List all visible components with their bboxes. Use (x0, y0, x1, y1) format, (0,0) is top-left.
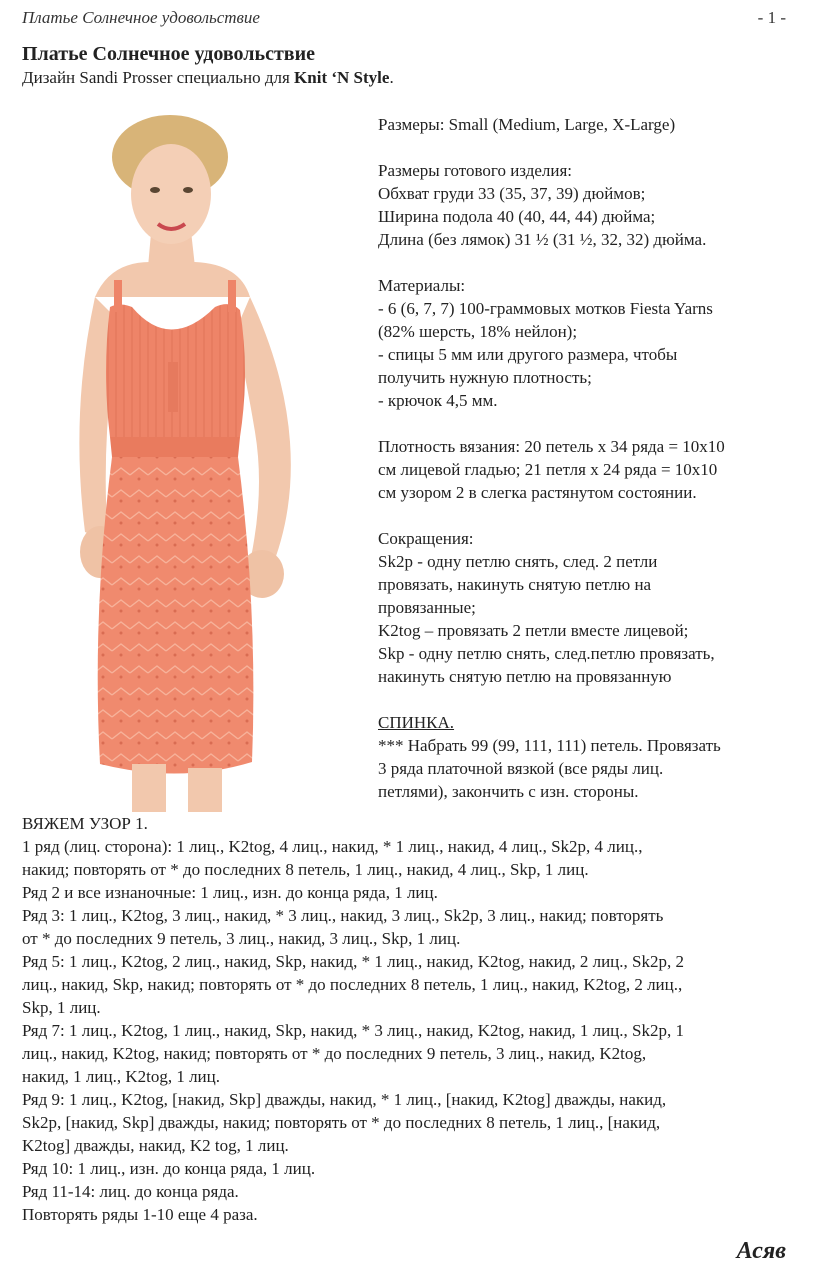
pattern-line: Sk2p, [накид, Skp] дважды, накид; повторять от * до последних 8 петель, 1 лиц., [накид, (22, 1113, 661, 1132)
pattern-line: Ряд 2 и все изнаночные: 1 лиц., изн. до конца ряда, 1 лиц. (22, 883, 438, 902)
pattern-line: K2tog] дважды, накид, K2 tog, 1 лиц. (22, 1136, 289, 1155)
back-line: 3 ряда платочной вязкой (все ряды лиц. (378, 759, 664, 778)
gauge-line: см лицевой гладью; 21 петля х 24 ряда = 10х10 (378, 460, 718, 479)
pattern-line: 1 ряд (лиц. сторона): 1 лиц., K2tog, 4 лиц., накид, * 1 лиц., накид, 4 лиц., Sk2p, 4 лиц., (22, 837, 643, 856)
pattern-line: накид, 1 лиц., K2tog, 1 лиц. (22, 1067, 221, 1086)
gauge-line: Плотность вязания: 20 петель х 34 ряда = 10х10 (378, 437, 725, 456)
subtitle-suffix: . (389, 68, 394, 87)
pattern-line: Ряд 7: 1 лиц., K2tog, 1 лиц., накид, Skp, накид, * 3 лиц., накид, K2tog, накид, 1 лиц., Sk2p, 1 (22, 1021, 684, 1040)
pattern-line: лиц., накид, K2tog, накид; повторять от * до последних 9 петель, 3 лиц., накид, K2tog, (22, 1044, 647, 1063)
materials-line: - 6 (6, 7, 7) 100-граммовых мотков Fiesta Yarns (378, 299, 713, 318)
pattern-line: Ряд 9: 1 лиц., K2tog, [накид, Skp] дважды, накид, * 1 лиц., [накид, K2tog] дважды, накид, (22, 1090, 667, 1109)
pattern-line: Повторять ряды 1-10 еще 4 раза. (22, 1205, 258, 1224)
pattern-line: Ряд 5: 1 лиц., K2tog, 2 лиц., накид, Skp, накид, * 1 лиц., накид, K2tog, накид, 2 лиц., Sk2p, 2 (22, 952, 684, 971)
page-number: - 1 - (757, 8, 786, 27)
subtitle-prefix: Дизайн Sandi Prosser специально для (22, 68, 295, 87)
pattern-line: от * до последних 9 петель, 3 лиц., накид, 3 лиц., Skp, 1 лиц. (22, 929, 461, 948)
finished-sizes-title: Размеры готового изделия: (378, 161, 573, 180)
pattern-line: лиц., накид, Skp, накид; повторять от * до последних 8 петель, 1 лиц., накид, K2tog, 2 лиц., (22, 975, 683, 994)
back-section-title: СПИНКА. (378, 713, 455, 732)
document-title: Платье Солнечное удовольствие (22, 43, 315, 65)
sizes-line: Размеры: Small (Medium, Large, X-Large) (378, 115, 676, 134)
abbreviation-line: Sk2p - одну петлю снять, след. 2 петли (378, 552, 658, 571)
finished-size-line: Обхват груди 33 (35, 37, 39) дюймов; (378, 184, 646, 203)
running-header-title: Платье Солнечное удовольствие (22, 8, 260, 27)
back-line: *** Набрать 99 (99, 111, 111) петель. Провязать (378, 736, 721, 755)
abbreviation-line: Skp - одну петлю снять, след.петлю провязать, (378, 644, 715, 663)
back-line: петлями), закончить с изн. стороны. (378, 782, 639, 801)
abbreviation-line: провязанные; (378, 598, 476, 617)
materials-line: (82% шерсть, 18% нейлон); (378, 322, 578, 341)
materials-line: получить нужную плотность; (378, 368, 592, 387)
signature: Асяв (736, 1238, 786, 1264)
pattern-line: Ряд 3: 1 лиц., K2tog, 3 лиц., накид, * 3 лиц., накид, 3 лиц., Sk2p, 3 лиц., накид; повторять (22, 906, 664, 925)
finished-size-line: Ширина подола 40 (40, 44, 44) дюйма; (378, 207, 656, 226)
details-column (378, 113, 818, 803)
pattern-line: Skp, 1 лиц. (22, 998, 101, 1017)
pattern-line: накид; повторять от * до последних 8 петель, 1 лиц., накид, 4 лиц., Skp, 1 лиц. (22, 860, 589, 879)
pattern-instructions (22, 812, 812, 1226)
materials-line: - спицы 5 мм или другого размера, чтобы (378, 345, 678, 364)
materials-title: Материалы: (378, 276, 466, 295)
materials-line: - крючок 4,5 мм. (378, 391, 498, 410)
document-subtitle (22, 68, 394, 88)
finished-size-line: Длина (без лямок) 31 ½ (31 ½, 32, 32) дюйма. (378, 230, 707, 249)
gauge-line: см узором 2 в слегка растянутом состоянии. (378, 483, 697, 502)
abbreviation-line: накинуть снятую петлю на провязанную (378, 667, 672, 686)
pattern-line: Ряд 11-14: лиц. до конца ряда. (22, 1182, 239, 1201)
abbreviation-line: K2tog – провязать 2 петли вместе лицевой; (378, 621, 689, 640)
model-photo (40, 112, 362, 812)
abbreviations-title: Сокращения: (378, 529, 474, 548)
abbreviation-line: провязать, накинуть снятую петлю на (378, 575, 652, 594)
subtitle-brand: Knit ‘N Style (294, 68, 390, 87)
pattern-heading: ВЯЖЕМ УЗОР 1. (22, 814, 148, 833)
pattern-line: Ряд 10: 1 лиц., изн. до конца ряда, 1 лиц. (22, 1159, 316, 1178)
